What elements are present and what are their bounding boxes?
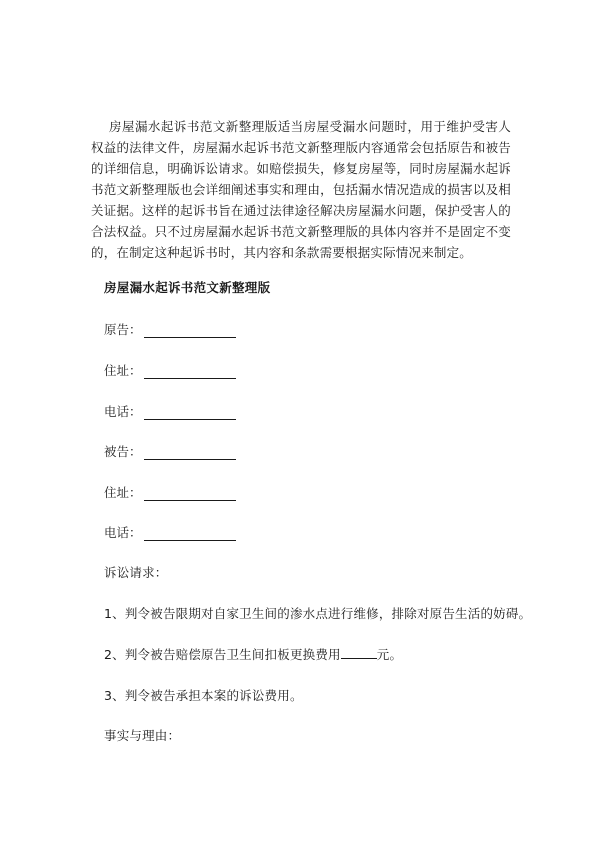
intro-paragraph: 房屋漏水起诉书范文新整理版适当房屋受漏水问题时，用于维护受害人权益的法律文件，房屋漏水起诉书范文新整理版内容通常会包括原告和被告的详细信息，明确诉讼请求。如赔偿损失，修复房屋等，同时房屋漏水起诉书范文新整理版也会详细阐述事实和理由，包括漏水情况造成的损害以及相关证据。这样的起诉书旨在通过法律途径解决房屋漏水问题，保护受害人的合法权益。只不过房屋漏水起诉书范文新整理版的具体内容并不是固定不变的，在制定这种起诉书时，其内容和条款需要根据实际情况来制定。: [91, 119, 511, 260]
defendant-phone-label: 电话：: [104, 525, 142, 540]
defendant-phone-field: [104, 523, 236, 541]
plaintiff-phone-blank: [144, 407, 236, 420]
claim-item-2-suffix: 元。: [376, 647, 403, 662]
claims-heading: 诉讼请求：: [104, 565, 168, 580]
plaintiff-address-field: [104, 361, 236, 379]
facts-heading: 事实与理由：: [104, 728, 181, 743]
claim-item-2-text: 2、判令被告赔偿原告卫生间扣板更换费用: [104, 647, 341, 662]
defendant-name-blank: [144, 447, 236, 460]
defendant-phone-blank: [144, 528, 236, 541]
plaintiff-name-label: 原告：: [104, 322, 142, 337]
plaintiff-name-blank: [144, 325, 236, 338]
claim-item-2-amount-blank: [341, 646, 377, 659]
plaintiff-phone-label: 电话：: [104, 404, 142, 419]
plaintiff-phone-field: [104, 402, 236, 420]
defendant-address-label: 住址：: [104, 485, 142, 500]
defendant-address-blank: [144, 488, 236, 501]
defendant-name-field: [104, 442, 236, 460]
document-title: 房屋漏水起诉书范文新整理版: [104, 280, 271, 295]
claim-item-2: [104, 645, 402, 663]
plaintiff-name-field: [104, 320, 236, 338]
defendant-name-label: 被告：: [104, 444, 142, 459]
claim-item-1: 1、判令被告限期对自家卫生间的渗水点进行维修，排除对原告生活的妨碍。: [104, 606, 532, 621]
defendant-address-field: [104, 483, 236, 501]
claim-item-3: 3、判令被告承担本案的诉讼费用。: [104, 688, 303, 703]
plaintiff-address-label: 住址：: [104, 363, 142, 378]
plaintiff-address-blank: [144, 366, 236, 379]
